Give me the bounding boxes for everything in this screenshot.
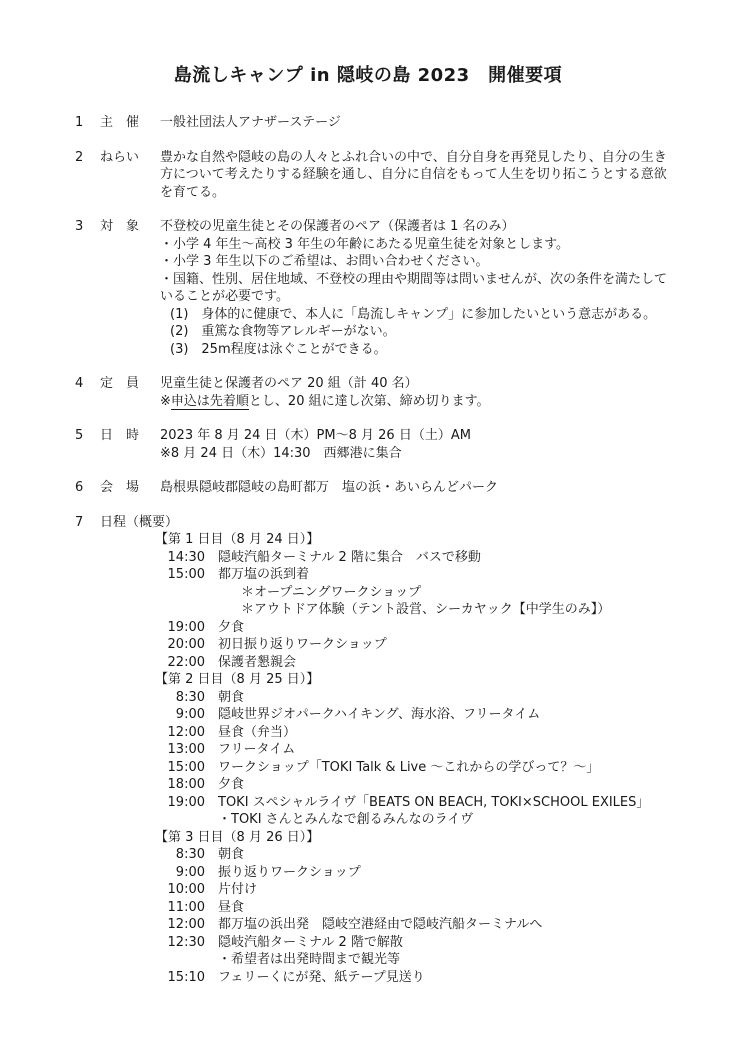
section-number: 1 <box>75 115 84 130</box>
organizer-body: 一般社団法人アナザーステージ <box>160 115 341 130</box>
section-label: 定 員 <box>100 376 140 391</box>
schedule-time: 14:30 <box>167 549 205 565</box>
schedule-activity: フリータイム <box>218 742 296 757</box>
section-capacity <box>0 375 736 410</box>
aim-body: 豊かな自然や隠岐の島の人々とふれ合いの中で、自分自身を再発見したり、自分の生き方について考えたりする経験を通し、自分に自信をもって人生を切り拓こうとする意欲を育てる。 <box>160 149 667 200</box>
capacity-line: 児童生徒と保護者のペア 20 組（計 40 名） <box>160 376 418 391</box>
section-number: 5 <box>75 428 84 443</box>
schedule-row <box>0 549 736 567</box>
schedule-activity: 隠岐世界ジオパークハイキング、海水浴、フリータイム <box>218 707 541 722</box>
schedule-time: 8:30 <box>175 689 205 705</box>
schedule-activity: 隠岐汽船ターミナル 2 階に集合 バスで移動 <box>218 549 481 565</box>
schedule-day2-header: 【第 2 日目（8 月 25 日）】 <box>155 672 320 687</box>
section-label: 日程（概要） <box>100 514 179 530</box>
schedule-row <box>0 934 736 952</box>
schedule-time: 15:10 <box>167 969 205 985</box>
schedule-time: 18:00 <box>167 777 205 792</box>
section-number: 3 <box>75 219 84 234</box>
datetime-note: ※8 月 24 日（木）14:30 西郷港に集合 <box>160 445 402 461</box>
section-datetime <box>0 427 736 462</box>
schedule-subitem: ・希望者は出発時間まで観光等 <box>218 952 401 967</box>
schedule-row <box>0 706 736 724</box>
schedule-time: 13:00 <box>167 742 205 757</box>
schedule-activity: 夕食 <box>218 619 245 635</box>
schedule-activity: 初日振り返りワークショップ <box>218 637 387 652</box>
schedule-activity: 昼食 <box>218 899 245 915</box>
schedule-time: 15:00 <box>167 759 205 775</box>
section-label: 対 象 <box>100 219 140 234</box>
capacity-note-prefix: ※ <box>160 393 171 409</box>
schedule-time: 22:00 <box>167 654 205 670</box>
schedule-time: 8:30 <box>175 847 205 862</box>
section-number: 7 <box>75 514 84 530</box>
schedule-time: 19:00 <box>167 619 205 635</box>
schedule-time: 19:00 <box>167 794 205 810</box>
datetime-body <box>160 427 676 462</box>
schedule-activity: フェリーくにが発、紙テープ見送り <box>218 969 425 985</box>
schedule-row <box>0 724 736 742</box>
schedule-row <box>0 741 736 759</box>
schedule-row <box>0 654 736 672</box>
condition-item: (3) 25m程度は泳ぐことができる。 <box>170 341 387 357</box>
schedule-activity: 隠岐汽船ターミナル 2 階で解散 <box>218 934 403 950</box>
schedule-row <box>0 689 736 707</box>
schedule-subitem: ＊オープニングワークショップ <box>241 584 422 600</box>
schedule-row <box>0 794 736 812</box>
section-number: 2 <box>75 149 84 165</box>
schedule-row <box>0 636 736 654</box>
schedule-time: 11:00 <box>167 899 205 915</box>
section-number: 4 <box>75 376 84 391</box>
document-title: 島流しキャンプ in 隠岐の島 2023 開催要項 <box>173 65 563 86</box>
schedule-activity: TOKI スペシャルライヴ「BEATS ON BEACH, TOKI×SCHOOL EXILES」 <box>218 794 650 810</box>
schedule-day1-header: 【第 1 日目（8 月 24 日）】 <box>155 532 320 547</box>
section-number: 6 <box>75 480 84 495</box>
schedule-activity: 朝食 <box>218 689 245 705</box>
schedule-time: 15:00 <box>167 567 205 582</box>
schedule-activity: 振り返りワークショップ <box>218 864 361 880</box>
section-schedule-heading <box>0 514 736 532</box>
schedule-subitem: ・TOKI さんとみんなで創るみんなのライヴ <box>218 812 474 827</box>
section-organizer <box>0 114 736 132</box>
schedule-activity: 片付け <box>218 882 258 897</box>
schedule-activity: 都万塩の浜到着 <box>218 567 310 582</box>
schedule-row <box>0 969 736 987</box>
schedule-row <box>0 619 736 637</box>
target-line: ・小学 3 年生以下のご希望は、お問い合わせください。 <box>160 254 489 269</box>
venue-body: 島根県隠岐郡隠岐の島町都万 塩の浜・あいらんどパーク <box>160 480 499 495</box>
schedule-day3-header: 【第 3 日目（8 月 26 日）】 <box>155 829 320 845</box>
schedule-time: 12:00 <box>167 724 205 740</box>
target-body <box>160 218 676 358</box>
target-line: ・小学 4 年生～高校 3 年生の年齢にあたる児童生徒を対象とします。 <box>160 236 570 252</box>
schedule-row <box>0 864 736 882</box>
schedule-activity: ワークショップ「TOKI Talk & Live ～これからの学びって？～」 <box>218 759 600 775</box>
section-aim <box>0 149 736 202</box>
schedule-row <box>0 899 736 917</box>
capacity-note-rest: とし、20 組に達し次第、締め切ります。 <box>248 393 490 409</box>
schedule-activity: 朝食 <box>218 847 245 862</box>
section-label: 日 時 <box>100 428 140 443</box>
schedule-time: 12:30 <box>167 934 205 950</box>
datetime-line: 2023 年 8 月 24 日（木）PM～8 月 26 日（土）AM <box>160 428 471 443</box>
section-label: 主 催 <box>100 115 140 130</box>
section-label: 会 場 <box>100 480 140 495</box>
schedule-row <box>0 776 736 794</box>
capacity-note <box>160 393 676 411</box>
schedule-activity: 保護者懇親会 <box>218 654 297 670</box>
capacity-body <box>160 375 676 410</box>
condition-item: (1) 身体的に健康で、本人に「島流しキャンプ」に参加したいという意志がある。 <box>170 306 657 322</box>
schedule-time: 9:00 <box>175 707 205 722</box>
section-label: ねらい <box>100 149 140 165</box>
capacity-note-underlined: 申込は先着順 <box>170 393 249 409</box>
condition-item: (2) 重篤な食物等アレルギーがない。 <box>170 324 396 339</box>
target-line: ・国籍、性別、居住地域、不登校の理由や期間等は問いませんが、次の条件を満たしていることが必要です。 <box>160 271 668 304</box>
schedule-activity: 夕食 <box>218 777 245 792</box>
schedule-row <box>0 881 736 899</box>
schedule-time: 9:00 <box>175 864 205 880</box>
schedule-row <box>0 759 736 777</box>
section-target <box>0 218 736 358</box>
section-venue <box>0 479 736 497</box>
schedule <box>0 531 736 986</box>
schedule-time: 20:00 <box>167 637 205 652</box>
schedule-time: 12:00 <box>167 917 205 932</box>
schedule-row <box>0 566 736 584</box>
schedule-activity: 昼食（弁当） <box>218 724 297 740</box>
schedule-subitem: ＊アウトドア体験（テント設営、シーカヤック【中学生のみ】） <box>241 602 611 617</box>
schedule-row <box>0 846 736 864</box>
target-line: 不登校の児童生徒とその保護者のペア（保護者は 1 名のみ） <box>160 219 515 234</box>
schedule-activity: 都万塩の浜出発 隠岐空港経由で隠岐汽船ターミナルへ <box>218 917 543 932</box>
schedule-time: 10:00 <box>167 882 205 897</box>
schedule-row <box>0 916 736 934</box>
